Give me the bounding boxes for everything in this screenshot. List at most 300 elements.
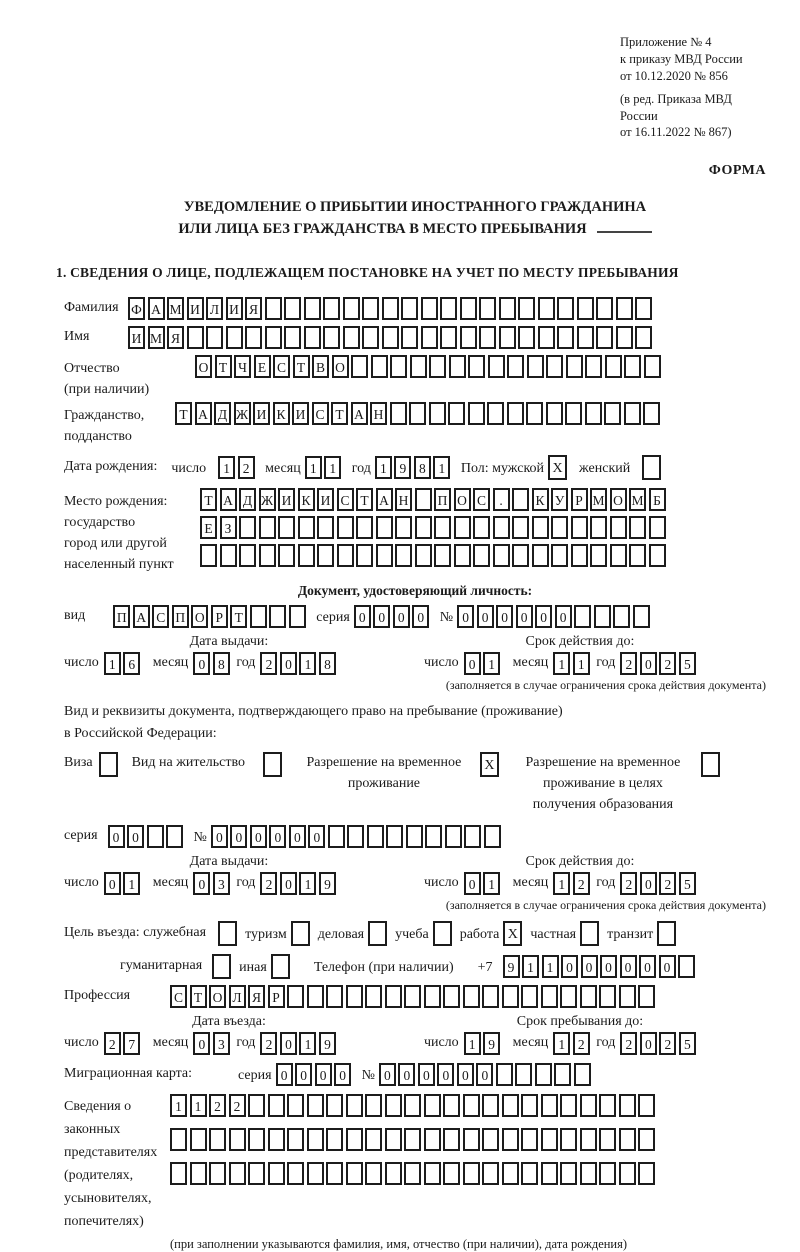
form-cell[interactable] (599, 1162, 616, 1185)
form-cell[interactable] (571, 544, 588, 567)
form-cell[interactable] (278, 516, 295, 539)
form-cell[interactable] (565, 402, 582, 425)
form-cell[interactable]: 0 (280, 872, 297, 895)
form-cell[interactable] (390, 402, 407, 425)
form-cell[interactable]: 1 (553, 1032, 570, 1055)
form-cell[interactable]: 5 (679, 1032, 696, 1055)
form-cell[interactable] (289, 605, 306, 628)
form-cell[interactable] (317, 544, 334, 567)
form-cell[interactable]: 0 (639, 955, 656, 978)
form-cell[interactable]: Л (229, 985, 246, 1008)
form-cell[interactable]: 2 (573, 1032, 590, 1055)
form-cell[interactable]: 1 (483, 872, 500, 895)
form-cell[interactable] (424, 985, 441, 1008)
form-cell[interactable]: 1 (104, 652, 121, 675)
form-cell[interactable] (541, 1162, 558, 1185)
form-cell[interactable]: Д (239, 488, 256, 511)
form-cell[interactable] (166, 825, 183, 848)
form-cell[interactable]: 0 (561, 955, 578, 978)
form-cell[interactable]: 0 (334, 1063, 351, 1086)
form-cell[interactable]: 0 (280, 652, 297, 675)
form-cell[interactable] (463, 985, 480, 1008)
form-cell[interactable] (512, 516, 529, 539)
form-cell[interactable]: 0 (640, 652, 657, 675)
form-cell[interactable]: 0 (464, 872, 481, 895)
form-cell[interactable]: У (551, 488, 568, 511)
form-cell[interactable]: 0 (496, 605, 513, 628)
form-cell[interactable]: Я (248, 985, 265, 1008)
form-cell[interactable]: 0 (412, 605, 429, 628)
form-cell[interactable] (326, 1094, 343, 1117)
form-cell[interactable]: 1 (483, 652, 500, 675)
purpose-work-checkbox[interactable]: X (503, 921, 522, 946)
form-cell[interactable] (502, 1094, 519, 1117)
form-cell[interactable]: Ф (128, 297, 145, 320)
form-cell[interactable] (250, 605, 267, 628)
form-cell[interactable]: 0 (476, 1063, 493, 1086)
form-cell[interactable]: Т (190, 985, 207, 1008)
form-cell[interactable] (449, 355, 466, 378)
form-cell[interactable] (635, 326, 652, 349)
form-cell[interactable] (532, 516, 549, 539)
form-cell[interactable] (362, 326, 379, 349)
form-cell[interactable] (386, 825, 403, 848)
form-cell[interactable]: А (351, 402, 368, 425)
form-cell[interactable] (351, 355, 368, 378)
purpose-other-checkbox[interactable] (271, 954, 290, 979)
form-cell[interactable] (518, 326, 535, 349)
form-cell[interactable] (343, 326, 360, 349)
form-cell[interactable]: Т (356, 488, 373, 511)
form-cell[interactable]: К (273, 402, 290, 425)
form-cell[interactable] (395, 516, 412, 539)
form-cell[interactable] (496, 1063, 513, 1086)
form-cell[interactable] (493, 516, 510, 539)
form-cell[interactable]: 0 (393, 605, 410, 628)
purpose-official-checkbox[interactable] (218, 921, 237, 946)
form-cell[interactable]: Р (571, 488, 588, 511)
form-cell[interactable] (385, 985, 402, 1008)
form-cell[interactable] (287, 1094, 304, 1117)
form-cell[interactable]: Я (167, 326, 184, 349)
form-cell[interactable]: О (195, 355, 212, 378)
form-cell[interactable] (488, 355, 505, 378)
form-cell[interactable]: И (128, 326, 145, 349)
form-cell[interactable]: С (170, 985, 187, 1008)
form-cell[interactable] (346, 1094, 363, 1117)
form-cell[interactable]: О (332, 355, 349, 378)
form-cell[interactable] (443, 1162, 460, 1185)
form-cell[interactable] (538, 326, 555, 349)
form-cell[interactable]: Я (245, 297, 262, 320)
form-cell[interactable]: Б (649, 488, 666, 511)
form-cell[interactable]: Т (293, 355, 310, 378)
form-cell[interactable] (678, 955, 695, 978)
form-cell[interactable]: И (278, 488, 295, 511)
form-cell[interactable] (499, 326, 516, 349)
form-cell[interactable] (535, 1063, 552, 1086)
form-cell[interactable]: 0 (269, 825, 286, 848)
form-cell[interactable] (421, 326, 438, 349)
form-cell[interactable] (590, 544, 607, 567)
form-cell[interactable] (376, 516, 393, 539)
form-cell[interactable]: 0 (104, 872, 121, 895)
form-cell[interactable]: 2 (659, 1032, 676, 1055)
form-cell[interactable] (239, 516, 256, 539)
form-cell[interactable] (421, 297, 438, 320)
form-cell[interactable] (440, 297, 457, 320)
form-cell[interactable] (443, 1094, 460, 1117)
form-cell[interactable] (560, 1128, 577, 1151)
form-cell[interactable] (463, 1162, 480, 1185)
form-cell[interactable]: 0 (308, 825, 325, 848)
form-cell[interactable] (415, 544, 432, 567)
form-cell[interactable]: 1 (573, 652, 590, 675)
form-cell[interactable] (328, 825, 345, 848)
form-cell[interactable]: Ж (234, 402, 251, 425)
form-cell[interactable]: И (292, 402, 309, 425)
form-cell[interactable] (484, 825, 501, 848)
form-cell[interactable] (479, 326, 496, 349)
form-cell[interactable] (326, 1162, 343, 1185)
form-cell[interactable] (268, 1094, 285, 1117)
form-cell[interactable]: 0 (477, 605, 494, 628)
form-cell[interactable] (633, 605, 650, 628)
form-cell[interactable]: В (312, 355, 329, 378)
form-cell[interactable] (209, 1162, 226, 1185)
form-cell[interactable] (541, 1094, 558, 1117)
form-cell[interactable] (605, 355, 622, 378)
form-cell[interactable] (580, 1094, 597, 1117)
form-cell[interactable]: 0 (193, 1032, 210, 1055)
form-cell[interactable] (585, 402, 602, 425)
gender-female-checkbox[interactable] (642, 455, 661, 480)
form-cell[interactable]: И (317, 488, 334, 511)
form-cell[interactable] (566, 355, 583, 378)
form-cell[interactable] (404, 1162, 421, 1185)
form-cell[interactable] (415, 516, 432, 539)
form-cell[interactable]: А (220, 488, 237, 511)
form-cell[interactable]: 2 (620, 872, 637, 895)
form-cell[interactable] (346, 1162, 363, 1185)
form-cell[interactable] (619, 1128, 636, 1151)
form-cell[interactable] (415, 488, 432, 511)
form-cell[interactable] (326, 1128, 343, 1151)
form-cell[interactable] (502, 1162, 519, 1185)
form-cell[interactable]: 1 (299, 1032, 316, 1055)
form-cell[interactable]: 0 (659, 955, 676, 978)
form-cell[interactable] (346, 985, 363, 1008)
form-cell[interactable]: 0 (289, 825, 306, 848)
form-cell[interactable]: Е (200, 516, 217, 539)
form-cell[interactable] (580, 1128, 597, 1151)
form-cell[interactable]: 0 (127, 825, 144, 848)
form-cell[interactable] (560, 1162, 577, 1185)
form-cell[interactable] (434, 516, 451, 539)
form-cell[interactable]: 1 (464, 1032, 481, 1055)
form-cell[interactable] (365, 1094, 382, 1117)
form-cell[interactable]: С (152, 605, 169, 628)
form-cell[interactable] (463, 1128, 480, 1151)
form-cell[interactable] (577, 297, 594, 320)
form-cell[interactable] (304, 297, 321, 320)
form-cell[interactable] (226, 326, 243, 349)
form-cell[interactable] (445, 825, 462, 848)
form-cell[interactable]: 1 (522, 955, 539, 978)
form-cell[interactable] (170, 1128, 187, 1151)
form-cell[interactable]: 1 (375, 456, 392, 479)
form-cell[interactable] (287, 1162, 304, 1185)
form-cell[interactable] (629, 516, 646, 539)
form-cell[interactable] (468, 402, 485, 425)
form-cell[interactable] (346, 1128, 363, 1151)
form-cell[interactable] (638, 1128, 655, 1151)
form-cell[interactable] (638, 985, 655, 1008)
form-cell[interactable]: К (298, 488, 315, 511)
form-cell[interactable] (323, 326, 340, 349)
form-cell[interactable]: 8 (414, 456, 431, 479)
rvp-edu-checkbox[interactable] (701, 752, 720, 777)
form-cell[interactable] (619, 985, 636, 1008)
form-cell[interactable] (521, 1162, 538, 1185)
form-cell[interactable] (307, 985, 324, 1008)
form-cell[interactable]: 1 (305, 456, 322, 479)
form-cell[interactable] (425, 825, 442, 848)
form-cell[interactable] (454, 516, 471, 539)
form-cell[interactable]: . (493, 488, 510, 511)
form-cell[interactable] (443, 1128, 460, 1151)
form-cell[interactable] (265, 326, 282, 349)
form-cell[interactable] (482, 1162, 499, 1185)
form-cell[interactable] (343, 297, 360, 320)
form-cell[interactable] (424, 1128, 441, 1151)
form-cell[interactable]: М (629, 488, 646, 511)
form-cell[interactable] (326, 985, 343, 1008)
form-cell[interactable] (538, 297, 555, 320)
form-cell[interactable] (487, 402, 504, 425)
form-cell[interactable]: К (532, 488, 549, 511)
rvp-checkbox[interactable]: X (480, 752, 499, 777)
form-cell[interactable] (527, 355, 544, 378)
gender-male-checkbox[interactable]: X (548, 455, 567, 480)
form-cell[interactable] (460, 326, 477, 349)
form-cell[interactable]: П (113, 605, 130, 628)
form-cell[interactable] (367, 825, 384, 848)
form-cell[interactable]: 2 (620, 1032, 637, 1055)
form-cell[interactable] (619, 1094, 636, 1117)
form-cell[interactable]: Р (268, 985, 285, 1008)
form-cell[interactable] (385, 1162, 402, 1185)
form-cell[interactable] (454, 544, 471, 567)
form-cell[interactable]: О (610, 488, 627, 511)
form-cell[interactable] (298, 516, 315, 539)
form-cell[interactable]: 0 (230, 825, 247, 848)
residence-permit-checkbox[interactable] (263, 752, 282, 777)
form-cell[interactable]: П (434, 488, 451, 511)
form-cell[interactable] (604, 402, 621, 425)
form-cell[interactable] (638, 1162, 655, 1185)
form-cell[interactable] (200, 544, 217, 567)
form-cell[interactable]: И (226, 297, 243, 320)
form-cell[interactable]: 1 (542, 955, 559, 978)
form-cell[interactable]: 2 (238, 456, 255, 479)
form-cell[interactable] (460, 297, 477, 320)
form-cell[interactable] (546, 355, 563, 378)
form-cell[interactable] (499, 297, 516, 320)
form-cell[interactable]: 6 (123, 652, 140, 675)
form-cell[interactable] (284, 326, 301, 349)
form-cell[interactable] (512, 488, 529, 511)
form-cell[interactable] (269, 605, 286, 628)
form-cell[interactable] (170, 1162, 187, 1185)
form-cell[interactable] (307, 1162, 324, 1185)
form-cell[interactable] (541, 1128, 558, 1151)
form-cell[interactable] (546, 402, 563, 425)
form-cell[interactable] (521, 1094, 538, 1117)
form-cell[interactable] (610, 516, 627, 539)
form-cell[interactable]: 0 (354, 605, 371, 628)
form-cell[interactable]: 5 (679, 872, 696, 895)
form-cell[interactable]: А (376, 488, 393, 511)
form-cell[interactable] (278, 544, 295, 567)
form-cell[interactable] (239, 544, 256, 567)
form-cell[interactable] (482, 985, 499, 1008)
form-cell[interactable]: 0 (211, 825, 228, 848)
form-cell[interactable] (518, 297, 535, 320)
form-cell[interactable]: 2 (229, 1094, 246, 1117)
form-cell[interactable] (493, 544, 510, 567)
form-cell[interactable] (599, 985, 616, 1008)
form-cell[interactable] (448, 402, 465, 425)
form-cell[interactable] (187, 326, 204, 349)
form-cell[interactable] (259, 516, 276, 539)
form-cell[interactable] (440, 326, 457, 349)
form-cell[interactable]: Е (254, 355, 271, 378)
form-cell[interactable]: М (167, 297, 184, 320)
form-cell[interactable]: 0 (373, 605, 390, 628)
form-cell[interactable] (560, 1094, 577, 1117)
form-cell[interactable]: 1 (190, 1094, 207, 1117)
form-cell[interactable] (616, 297, 633, 320)
form-cell[interactable]: Т (200, 488, 217, 511)
form-cell[interactable]: 0 (457, 605, 474, 628)
form-cell[interactable] (229, 1162, 246, 1185)
form-cell[interactable] (259, 544, 276, 567)
form-cell[interactable] (365, 985, 382, 1008)
form-cell[interactable]: А (195, 402, 212, 425)
form-cell[interactable]: 0 (437, 1063, 454, 1086)
form-cell[interactable] (307, 1128, 324, 1151)
form-cell[interactable] (526, 402, 543, 425)
form-cell[interactable] (624, 402, 641, 425)
form-cell[interactable] (624, 355, 641, 378)
form-cell[interactable]: А (133, 605, 150, 628)
form-cell[interactable] (356, 516, 373, 539)
form-cell[interactable]: Ч (234, 355, 251, 378)
form-cell[interactable] (479, 297, 496, 320)
form-cell[interactable] (385, 1128, 402, 1151)
form-cell[interactable]: 2 (260, 652, 277, 675)
form-cell[interactable]: 3 (213, 1032, 230, 1055)
form-cell[interactable] (507, 402, 524, 425)
form-cell[interactable]: З (220, 516, 237, 539)
form-cell[interactable] (574, 1063, 591, 1086)
form-cell[interactable] (395, 544, 412, 567)
form-cell[interactable]: М (148, 326, 165, 349)
form-cell[interactable] (532, 544, 549, 567)
form-cell[interactable]: 0 (464, 652, 481, 675)
form-cell[interactable] (337, 516, 354, 539)
form-cell[interactable]: 0 (379, 1063, 396, 1086)
form-cell[interactable]: Н (395, 488, 412, 511)
form-cell[interactable] (209, 1128, 226, 1151)
form-cell[interactable] (298, 544, 315, 567)
form-cell[interactable] (287, 1128, 304, 1151)
form-cell[interactable] (382, 326, 399, 349)
form-cell[interactable]: 5 (679, 652, 696, 675)
form-cell[interactable] (409, 402, 426, 425)
form-cell[interactable] (206, 326, 223, 349)
form-cell[interactable]: 0 (193, 652, 210, 675)
form-cell[interactable]: 2 (659, 652, 676, 675)
form-cell[interactable]: 0 (516, 605, 533, 628)
form-cell[interactable]: Р (211, 605, 228, 628)
form-cell[interactable]: 1 (299, 872, 316, 895)
form-cell[interactable] (596, 297, 613, 320)
form-cell[interactable] (362, 297, 379, 320)
form-cell[interactable] (502, 985, 519, 1008)
form-cell[interactable]: 2 (573, 872, 590, 895)
form-cell[interactable] (390, 355, 407, 378)
form-cell[interactable]: 0 (193, 872, 210, 895)
form-cell[interactable] (410, 355, 427, 378)
form-cell[interactable] (571, 516, 588, 539)
form-cell[interactable]: Н (370, 402, 387, 425)
form-cell[interactable]: Т (175, 402, 192, 425)
form-cell[interactable] (554, 1063, 571, 1086)
form-cell[interactable]: 2 (260, 1032, 277, 1055)
form-cell[interactable] (404, 1094, 421, 1117)
form-cell[interactable] (585, 355, 602, 378)
form-cell[interactable] (644, 355, 661, 378)
form-cell[interactable] (580, 985, 597, 1008)
form-cell[interactable]: 9 (394, 456, 411, 479)
form-cell[interactable]: 2 (620, 652, 637, 675)
purpose-humanitarian-checkbox[interactable] (212, 954, 231, 979)
form-cell[interactable]: 0 (295, 1063, 312, 1086)
form-cell[interactable] (337, 544, 354, 567)
form-cell[interactable] (220, 544, 237, 567)
form-cell[interactable] (268, 1162, 285, 1185)
form-cell[interactable] (307, 1094, 324, 1117)
form-cell[interactable] (638, 1094, 655, 1117)
form-cell[interactable] (382, 297, 399, 320)
form-cell[interactable]: 0 (108, 825, 125, 848)
form-cell[interactable] (590, 516, 607, 539)
form-cell[interactable] (304, 326, 321, 349)
form-cell[interactable]: 0 (457, 1063, 474, 1086)
form-cell[interactable]: 1 (553, 652, 570, 675)
form-cell[interactable] (424, 1094, 441, 1117)
form-cell[interactable]: 9 (319, 1032, 336, 1055)
form-cell[interactable] (521, 1128, 538, 1151)
form-cell[interactable]: 2 (104, 1032, 121, 1055)
form-cell[interactable] (190, 1162, 207, 1185)
form-cell[interactable]: 2 (209, 1094, 226, 1117)
purpose-private-checkbox[interactable] (580, 921, 599, 946)
form-cell[interactable] (482, 1128, 499, 1151)
form-cell[interactable]: С (473, 488, 490, 511)
